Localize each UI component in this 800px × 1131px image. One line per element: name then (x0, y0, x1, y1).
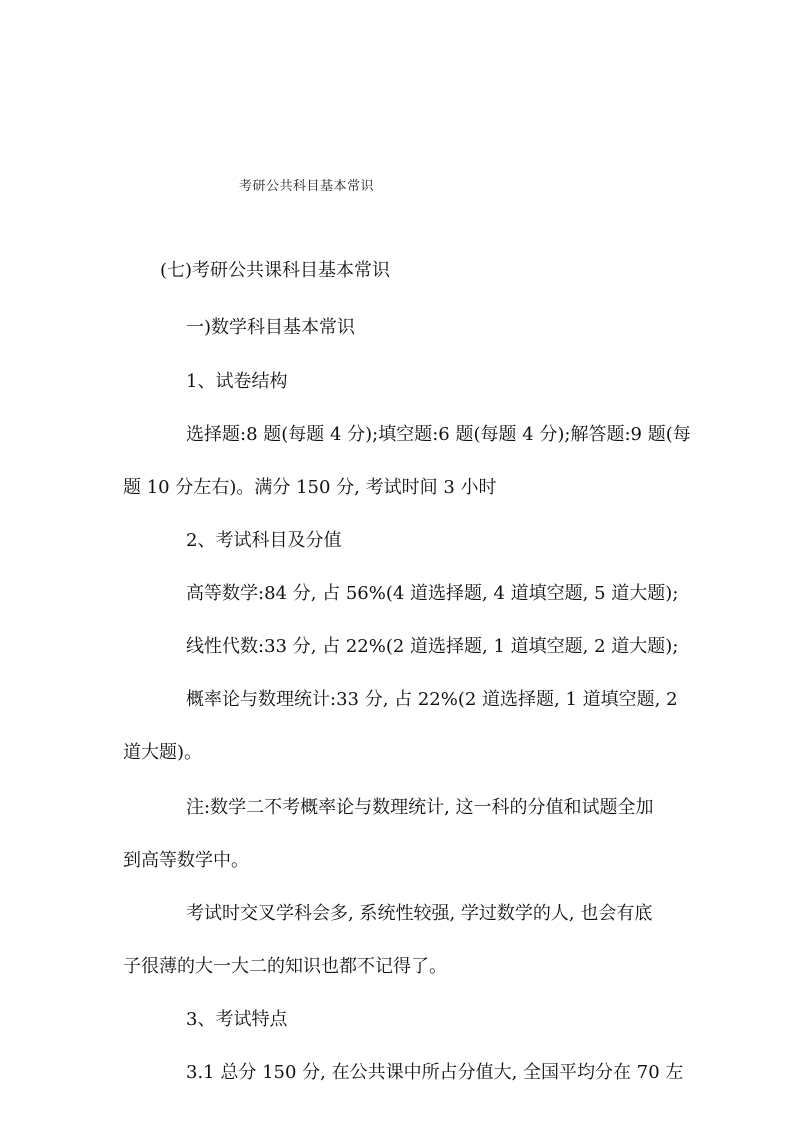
paragraph-line: 选择题:8 题(每题 4 分);填空题:6 题(每题 4 分);解答题:9 题(每 (186, 424, 691, 445)
paragraph-line: 道大题)。 (123, 742, 203, 763)
note-line: 注:数学二不考概率论与数理统计, 这一科的分值和试题全加 (186, 797, 654, 818)
paragraph-line: 子很薄的大一大二的知识也都不记得了。 (123, 956, 447, 977)
paragraph-line: 考试时交叉学科会多, 系统性较强, 学过数学的人, 也会有底 (186, 903, 653, 924)
paragraph-line: 3.1 总分 150 分, 在公共课中所占分值大, 全国平均分在 70 左 (186, 1062, 684, 1083)
section-heading: (七)考研公共课科目基本常识 (160, 260, 391, 281)
paragraph-line: 线性代数:33 分, 占 22%(2 道选择题, 1 道填空题, 2 道大题); (186, 636, 679, 657)
paragraph-line: 题 10 分左右)。满分 150 分, 考试时间 3 小时 (123, 477, 497, 498)
paragraph-line: 概率论与数理统计:33 分, 占 22%(2 道选择题, 1 道填空题, 2 (186, 689, 678, 710)
paragraph-line: 高等数学:84 分, 占 56%(4 道选择题, 4 道填空题, 5 道大题); (186, 583, 679, 604)
item-heading: 3、考试特点 (186, 1009, 288, 1030)
item-heading: 2、考试科目及分值 (186, 530, 342, 551)
note-line: 到高等数学中。 (123, 850, 249, 871)
subsection-heading: 一)数学科目基本常识 (186, 317, 356, 338)
page-header-title: 考研公共科目基本常识 (239, 179, 375, 194)
item-heading: 1、试卷结构 (186, 371, 288, 392)
